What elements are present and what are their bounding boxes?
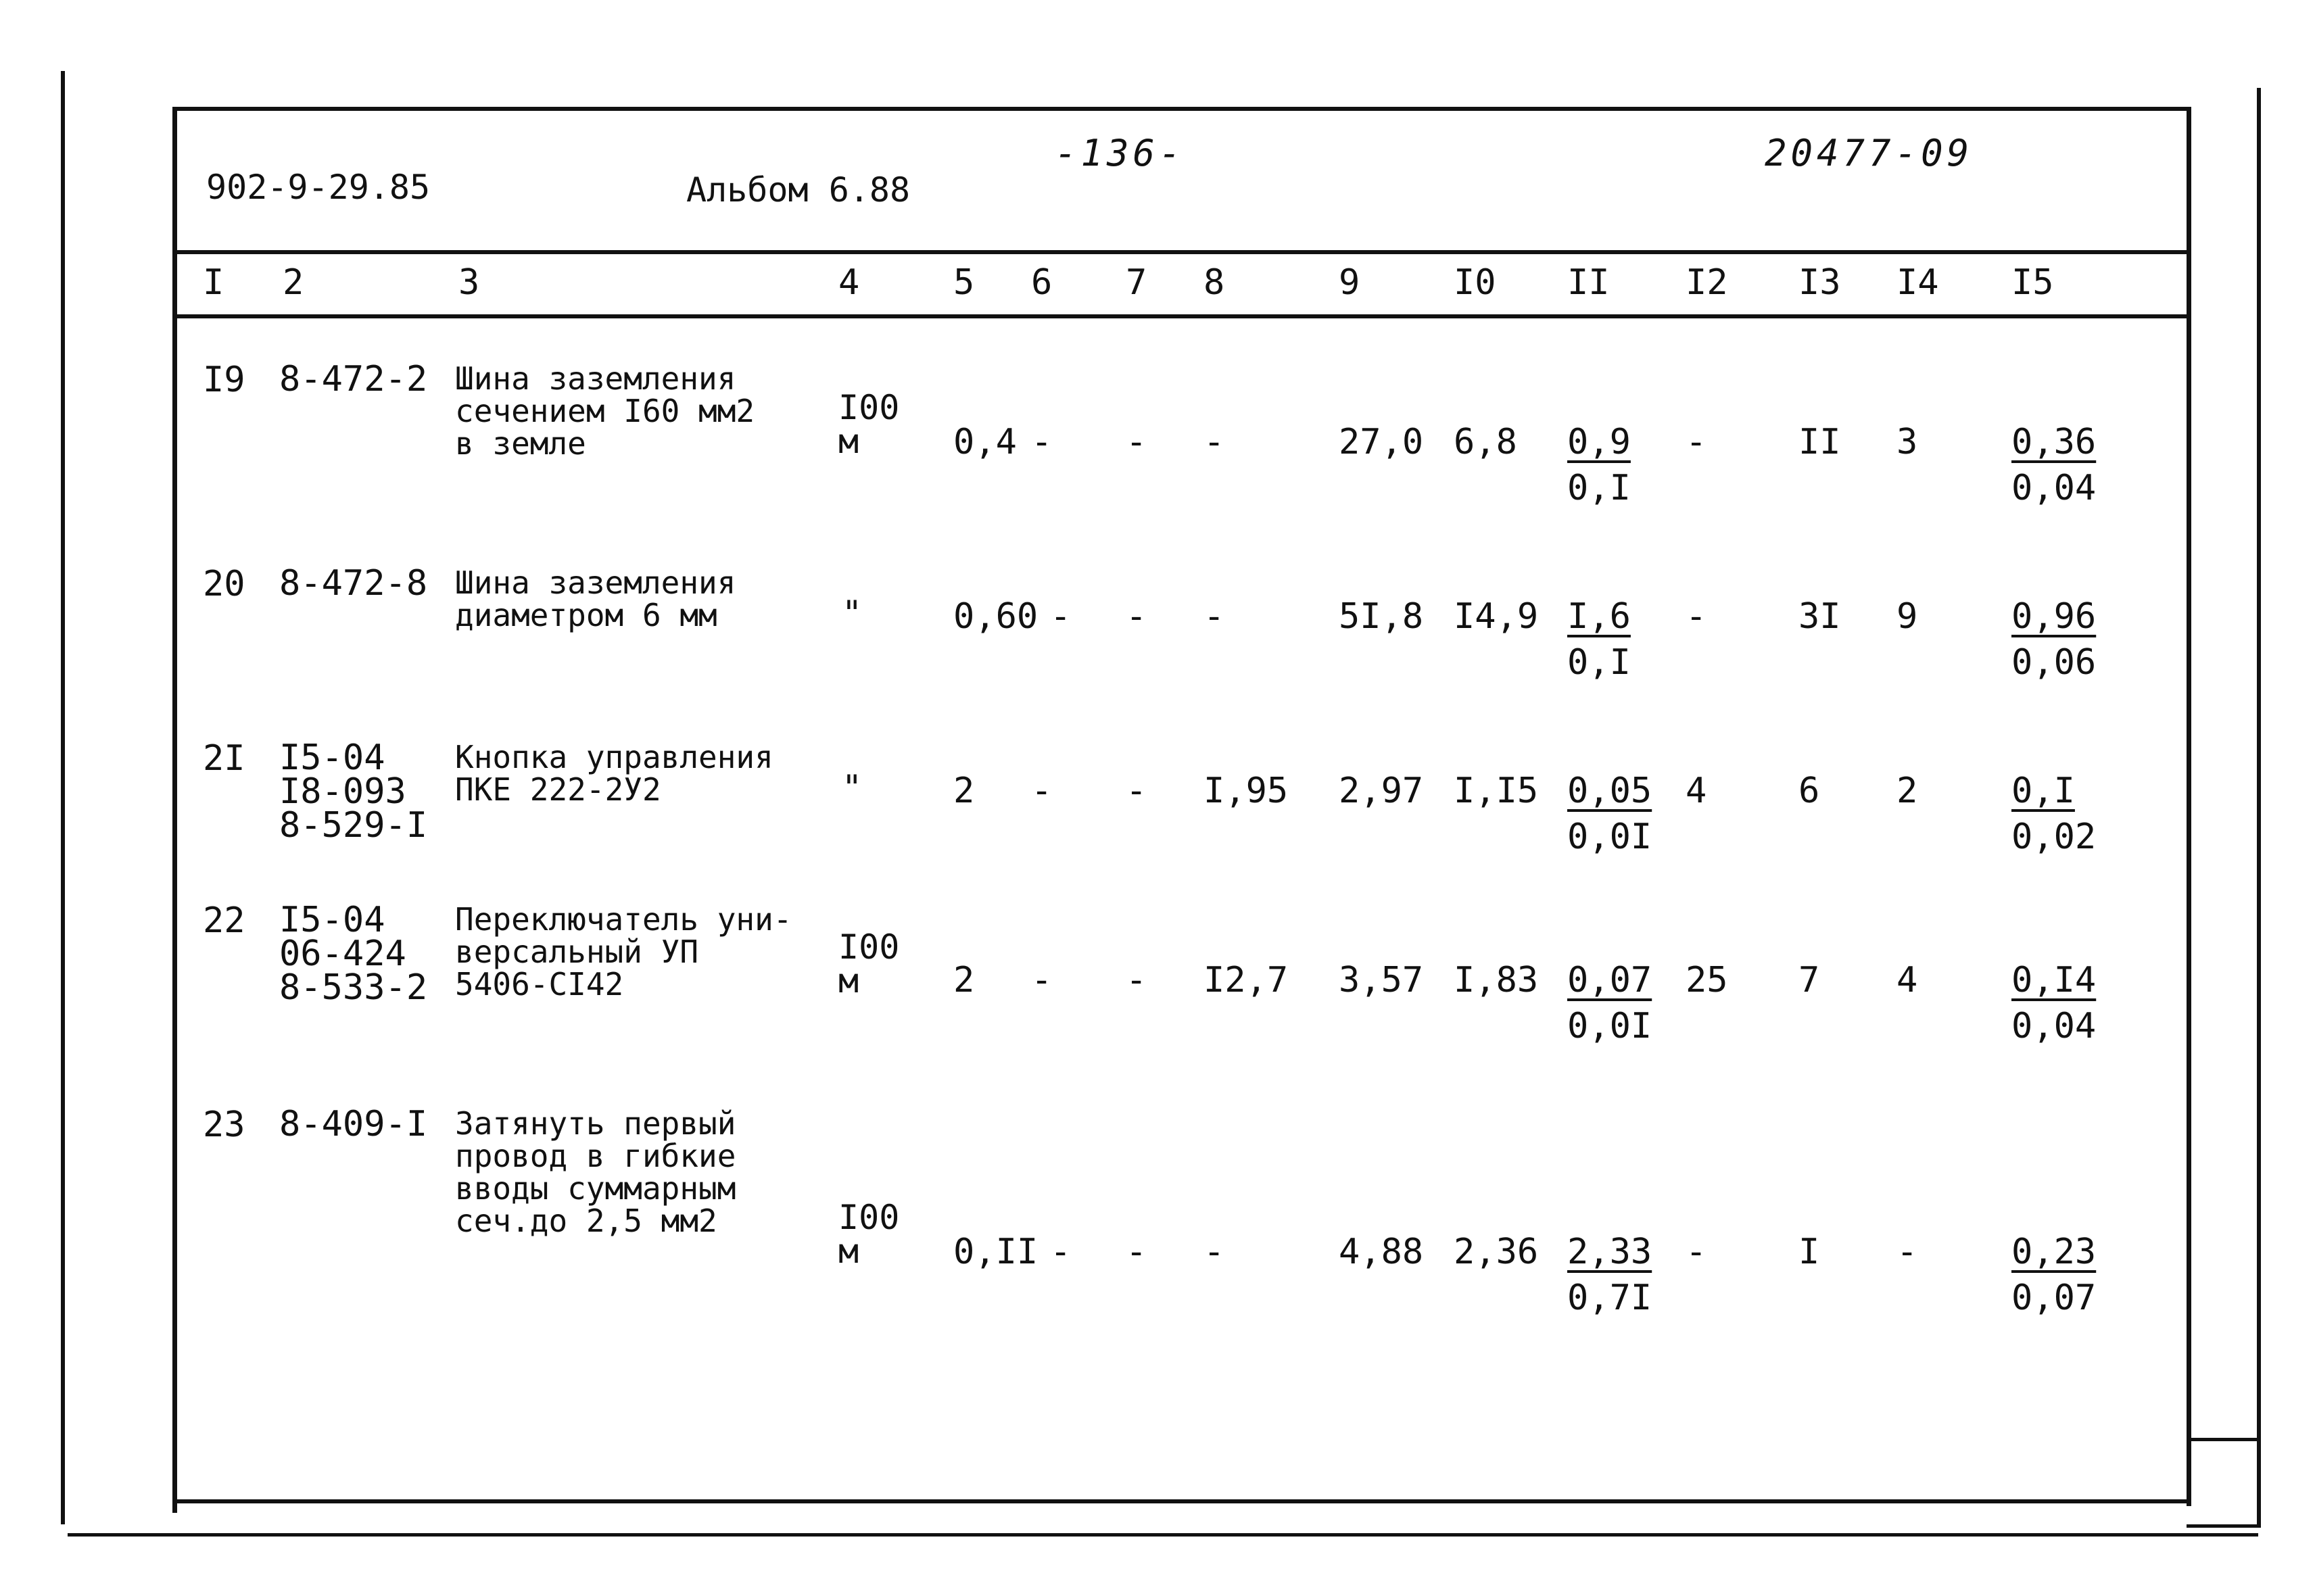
item-description: Затянуть первый провод в гибкие вводы суммарным сеч.до 2,5 мм2 — [455, 1105, 736, 1239]
cell-15-top: 0,I4 — [2011, 960, 2097, 1000]
cell-11-bottom: 0,I — [1567, 642, 1631, 683]
item-description: Кнопка управления ПКЕ 222-2У2 — [455, 739, 773, 808]
cell-11-top: 2,33 — [1567, 1232, 1652, 1272]
cell-15-top: 0,36 — [2011, 422, 2097, 462]
cell-8: - — [1203, 596, 1225, 637]
cell-13: I — [1798, 1232, 1820, 1272]
cell-6: - — [1031, 960, 1053, 1000]
cell-14: 4 — [1896, 960, 1918, 1000]
column-header: 4 — [838, 262, 860, 303]
cell-14: 2 — [1896, 771, 1918, 811]
cell-9: 2,97 — [1339, 771, 1424, 811]
cell-14: 9 — [1896, 596, 1918, 637]
cell-15-bottom: 0,07 — [2011, 1278, 2097, 1318]
unit: I00 м — [838, 388, 900, 461]
cell-5: 2 — [953, 771, 975, 811]
column-header: II — [1567, 262, 1610, 303]
cell-6: - — [1050, 596, 1072, 637]
column-header: 7 — [1126, 262, 1147, 303]
cell-11-top: I,6 — [1567, 596, 1631, 637]
cell-5: 0,4 — [953, 422, 1017, 462]
column-header: 6 — [1031, 262, 1053, 303]
price-code: 8-409-I — [279, 1104, 428, 1144]
price-code: 8-472-8 — [279, 563, 428, 604]
outer-right-line — [2257, 88, 2261, 1528]
column-header-top-rule — [177, 250, 2187, 254]
row-number: 22 — [203, 900, 245, 941]
frame-left-line — [172, 107, 177, 1513]
row-number: 2I — [203, 738, 245, 779]
stamp-box-bottom — [2187, 1524, 2261, 1528]
cell-11-top: 0,07 — [1567, 960, 1652, 1000]
cell-13: 7 — [1798, 960, 1820, 1000]
price-code: I5-04 I8-093 8-529-I — [279, 737, 428, 846]
unit: " — [842, 768, 863, 807]
cell-10: I,83 — [1454, 960, 1539, 1000]
cell-14: 3 — [1896, 422, 1918, 462]
column-header: I2 — [1686, 262, 1728, 303]
page-bottom-line — [68, 1533, 2258, 1537]
row-number: 23 — [203, 1105, 245, 1145]
cell-12: - — [1686, 1232, 1707, 1272]
cell-10: I4,9 — [1454, 596, 1539, 637]
cell-11-top: 0,05 — [1567, 771, 1652, 811]
doc-id: 20477-09 — [1765, 132, 1974, 174]
cell-9: 27,0 — [1339, 422, 1424, 462]
stamp-box-top — [2187, 1438, 2261, 1441]
column-header: I — [203, 262, 224, 303]
unit: " — [842, 594, 863, 633]
cell-9: 5I,8 — [1339, 596, 1424, 637]
cell-11-bottom: 0,I — [1567, 468, 1631, 508]
price-code: I5-04 06-424 8-533-2 — [279, 900, 428, 1008]
cell-15-bottom: 0,04 — [2011, 1006, 2097, 1046]
column-header-bottom-rule — [177, 314, 2187, 318]
cell-8: I2,7 — [1203, 960, 1289, 1000]
cell-12: 4 — [1686, 771, 1707, 811]
item-description: Шина заземления сечением I60 мм2 в земле — [455, 360, 755, 462]
column-header: I4 — [1896, 262, 1939, 303]
cell-9: 3,57 — [1339, 960, 1424, 1000]
cell-11-bottom: 0,7I — [1567, 1278, 1652, 1318]
cell-14: - — [1896, 1232, 1918, 1272]
page-number: -136- — [1055, 132, 1185, 174]
cell-5: 0,60 — [953, 596, 1039, 637]
cell-15-bottom: 0,04 — [2011, 468, 2097, 508]
column-header: 3 — [458, 262, 480, 303]
cell-5: 2 — [953, 960, 975, 1000]
cell-13: II — [1798, 422, 1841, 462]
cell-6: - — [1050, 1232, 1072, 1272]
cell-10: I,I5 — [1454, 771, 1539, 811]
frame-right-line — [2187, 107, 2191, 1506]
cell-7: - — [1126, 1232, 1147, 1272]
cell-15-top: 0,96 — [2011, 596, 2097, 637]
cell-5: 0,II — [953, 1232, 1039, 1272]
cell-11-bottom: 0,0I — [1567, 817, 1652, 857]
cell-15-bottom: 0,06 — [2011, 642, 2097, 683]
cell-13: 6 — [1798, 771, 1820, 811]
row-number: 20 — [203, 564, 245, 604]
column-header: 8 — [1203, 262, 1225, 303]
price-code: 8-472-2 — [279, 359, 428, 400]
unit: I00 м — [838, 1198, 900, 1271]
frame-bottom-line — [172, 1499, 2191, 1503]
column-header: 9 — [1339, 262, 1360, 303]
cell-12: 25 — [1686, 960, 1728, 1000]
cell-11-bottom: 0,0I — [1567, 1006, 1652, 1046]
cell-15-top: 0,23 — [2011, 1232, 2097, 1272]
left-margin-line — [61, 71, 65, 1524]
column-header: I5 — [2011, 262, 2054, 303]
cell-9: 4,88 — [1339, 1232, 1424, 1272]
cell-12: - — [1686, 596, 1707, 637]
column-header: I3 — [1798, 262, 1841, 303]
frame-top-line — [172, 107, 2191, 111]
cell-7: - — [1126, 771, 1147, 811]
cell-8: - — [1203, 1232, 1225, 1272]
row-number: I9 — [203, 360, 245, 400]
cell-10: 2,36 — [1454, 1232, 1539, 1272]
cell-8: - — [1203, 422, 1225, 462]
column-header: 2 — [283, 262, 304, 303]
cell-8: I,95 — [1203, 771, 1289, 811]
item-description: Переключатель уни- версальный УП 5406-СI42 — [455, 901, 792, 1002]
column-header: I0 — [1454, 262, 1496, 303]
cell-6: - — [1031, 422, 1053, 462]
unit: I00 м — [838, 927, 900, 1000]
cell-11-top: 0,9 — [1567, 422, 1631, 462]
cell-15-bottom: 0,02 — [2011, 817, 2097, 857]
cell-15-top: 0,I — [2011, 771, 2075, 811]
cell-13: 3I — [1798, 596, 1841, 637]
cell-6: - — [1031, 771, 1053, 811]
cell-7: - — [1126, 596, 1147, 637]
column-header: 5 — [953, 262, 975, 303]
cell-7: - — [1126, 422, 1147, 462]
doc-code: 902-9-29.85 — [206, 168, 431, 207]
item-description: Шина заземления диаметром 6 мм — [455, 564, 736, 633]
cell-10: 6,8 — [1454, 422, 1517, 462]
cell-7: - — [1126, 960, 1147, 1000]
album-label: Альбом 6.88 — [686, 170, 911, 210]
cell-12: - — [1686, 422, 1707, 462]
